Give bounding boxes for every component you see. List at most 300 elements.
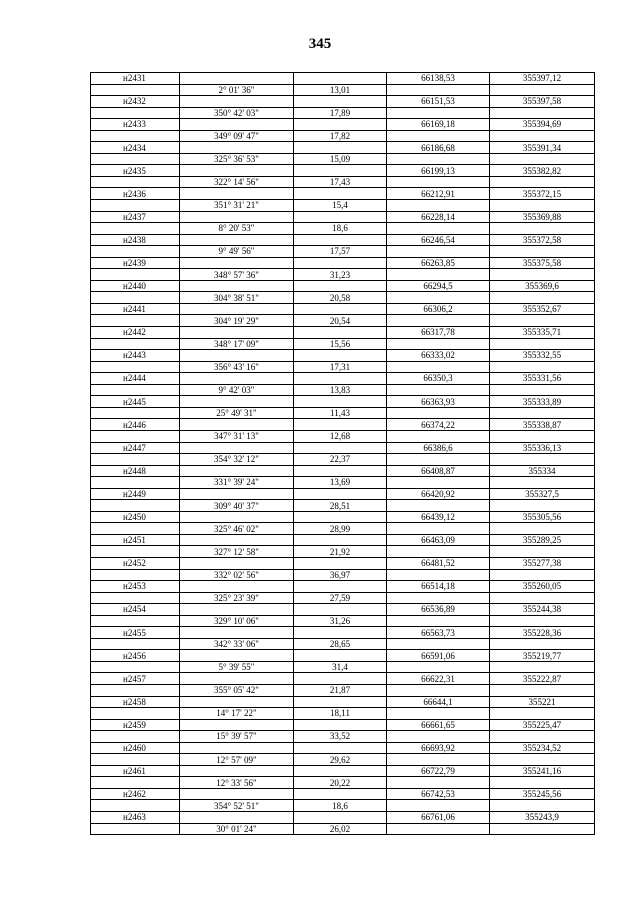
empty-cell <box>294 257 387 269</box>
y-coordinate: 355397,12 <box>490 73 595 85</box>
direction-angle: 325° 36' 53" <box>180 153 294 165</box>
segment-row <box>91 500 595 512</box>
segment-length: 17,89 <box>294 107 387 119</box>
empty-cell <box>490 731 595 743</box>
empty-cell <box>387 546 490 558</box>
x-coordinate: 66481,52 <box>387 557 490 569</box>
empty-cell <box>91 754 180 766</box>
point-row <box>91 119 595 131</box>
direction-angle: 356° 43' 16" <box>180 361 294 373</box>
segment-row <box>91 130 595 142</box>
empty-cell <box>294 303 387 315</box>
empty-cell <box>490 430 595 442</box>
empty-cell <box>91 477 180 489</box>
x-coordinate: 66246,54 <box>387 234 490 246</box>
point-name: н2437 <box>91 211 180 223</box>
empty-cell <box>490 454 595 466</box>
segment-row <box>91 592 595 604</box>
empty-cell <box>490 615 595 627</box>
segment-length: 22,37 <box>294 454 387 466</box>
segment-length: 31,23 <box>294 269 387 281</box>
segment-row <box>91 361 595 373</box>
y-coordinate: 355375,58 <box>490 257 595 269</box>
direction-angle: 5° 39' 55" <box>180 661 294 673</box>
point-name: н2451 <box>91 534 180 546</box>
empty-cell <box>91 523 180 535</box>
empty-cell <box>387 315 490 327</box>
empty-cell <box>294 673 387 685</box>
empty-cell <box>91 454 180 466</box>
point-row <box>91 419 595 431</box>
segment-length: 18,11 <box>294 708 387 720</box>
segment-row <box>91 454 595 466</box>
point-name: н2438 <box>91 234 180 246</box>
segment-length: 28,65 <box>294 638 387 650</box>
y-coordinate: 355334 <box>490 465 595 477</box>
empty-cell <box>387 754 490 766</box>
point-row <box>91 234 595 246</box>
point-row <box>91 303 595 315</box>
empty-cell <box>294 442 387 454</box>
direction-angle: 354° 52' 51" <box>180 800 294 812</box>
empty-cell <box>387 130 490 142</box>
point-row <box>91 581 595 593</box>
point-name: н2452 <box>91 557 180 569</box>
empty-cell <box>387 384 490 396</box>
empty-cell <box>180 696 294 708</box>
point-name: н2442 <box>91 327 180 339</box>
y-coordinate: 355244,38 <box>490 604 595 616</box>
point-name: н2445 <box>91 396 180 408</box>
y-coordinate: 355397,58 <box>490 96 595 108</box>
segment-length: 20,54 <box>294 315 387 327</box>
x-coordinate: 66514,18 <box>387 581 490 593</box>
empty-cell <box>294 119 387 131</box>
direction-angle: 15° 39' 57" <box>180 731 294 743</box>
empty-cell <box>490 708 595 720</box>
segment-row <box>91 407 595 419</box>
empty-cell <box>91 684 180 696</box>
empty-cell <box>180 327 294 339</box>
empty-cell <box>180 350 294 362</box>
empty-cell <box>180 788 294 800</box>
coordinates-table <box>90 72 595 835</box>
segment-row <box>91 708 595 720</box>
empty-cell <box>294 604 387 616</box>
segment-length: 21,92 <box>294 546 387 558</box>
segment-row <box>91 384 595 396</box>
segment-length: 36,97 <box>294 569 387 581</box>
empty-cell <box>387 800 490 812</box>
empty-cell <box>180 119 294 131</box>
segment-length: 21,87 <box>294 684 387 696</box>
empty-cell <box>490 223 595 235</box>
empty-cell <box>180 373 294 385</box>
empty-cell <box>294 557 387 569</box>
empty-cell <box>294 96 387 108</box>
x-coordinate: 66420,92 <box>387 488 490 500</box>
point-name: н2449 <box>91 488 180 500</box>
empty-cell <box>490 523 595 535</box>
x-coordinate: 66439,12 <box>387 511 490 523</box>
direction-angle: 9° 49' 56" <box>180 246 294 258</box>
direction-angle: 12° 33' 56" <box>180 777 294 789</box>
empty-cell <box>180 419 294 431</box>
direction-angle: 12° 57' 09" <box>180 754 294 766</box>
empty-cell <box>387 661 490 673</box>
segment-length: 26,02 <box>294 823 387 835</box>
empty-cell <box>91 223 180 235</box>
direction-angle: 331° 39' 24" <box>180 477 294 489</box>
empty-cell <box>91 84 180 96</box>
x-coordinate: 66169,18 <box>387 119 490 131</box>
point-row <box>91 812 595 824</box>
segment-row <box>91 107 595 119</box>
point-name: н2448 <box>91 465 180 477</box>
direction-angle: 347° 31' 13" <box>180 430 294 442</box>
segment-row <box>91 292 595 304</box>
segment-row <box>91 615 595 627</box>
empty-cell <box>91 800 180 812</box>
empty-cell <box>294 211 387 223</box>
point-name: н2453 <box>91 581 180 593</box>
point-name: н2443 <box>91 350 180 362</box>
empty-cell <box>180 534 294 546</box>
y-coordinate: 355289,25 <box>490 534 595 546</box>
direction-angle: 2° 01' 36" <box>180 84 294 96</box>
empty-cell <box>180 581 294 593</box>
point-row <box>91 327 595 339</box>
segment-row <box>91 638 595 650</box>
empty-cell <box>294 234 387 246</box>
x-coordinate: 66693,92 <box>387 742 490 754</box>
point-row <box>91 257 595 269</box>
y-coordinate: 355260,05 <box>490 581 595 593</box>
empty-cell <box>294 788 387 800</box>
empty-cell <box>91 823 180 835</box>
point-row <box>91 96 595 108</box>
empty-cell <box>294 488 387 500</box>
empty-cell <box>180 812 294 824</box>
point-row <box>91 396 595 408</box>
empty-cell <box>387 823 490 835</box>
empty-cell <box>490 292 595 304</box>
point-name: н2457 <box>91 673 180 685</box>
segment-row <box>91 800 595 812</box>
segment-length: 15,09 <box>294 153 387 165</box>
empty-cell <box>294 650 387 662</box>
segment-length: 18,6 <box>294 223 387 235</box>
segment-length: 11,43 <box>294 407 387 419</box>
point-row <box>91 465 595 477</box>
empty-cell <box>180 742 294 754</box>
empty-cell <box>180 557 294 569</box>
direction-angle: 351° 31' 21" <box>180 200 294 212</box>
empty-cell <box>294 581 387 593</box>
direction-angle: 14° 17' 22" <box>180 708 294 720</box>
segment-row <box>91 200 595 212</box>
point-name: н2439 <box>91 257 180 269</box>
empty-cell <box>387 338 490 350</box>
coordinates-table-body <box>91 73 595 835</box>
segment-row <box>91 823 595 835</box>
empty-cell <box>490 823 595 835</box>
empty-cell <box>91 500 180 512</box>
empty-cell <box>294 350 387 362</box>
empty-cell <box>387 708 490 720</box>
segment-length: 17,43 <box>294 176 387 188</box>
segment-length: 13,83 <box>294 384 387 396</box>
empty-cell <box>490 361 595 373</box>
direction-angle: 348° 57' 36" <box>180 269 294 281</box>
direction-angle: 325° 23' 39" <box>180 592 294 604</box>
segment-length: 15,4 <box>294 200 387 212</box>
segment-length: 27,59 <box>294 592 387 604</box>
y-coordinate: 355338,87 <box>490 419 595 431</box>
y-coordinate: 355243,9 <box>490 812 595 824</box>
empty-cell <box>490 200 595 212</box>
point-name: н2434 <box>91 142 180 154</box>
direction-angle: 322° 14' 56" <box>180 176 294 188</box>
empty-cell <box>490 638 595 650</box>
empty-cell <box>387 684 490 696</box>
empty-cell <box>387 731 490 743</box>
x-coordinate: 66199,13 <box>387 165 490 177</box>
segment-length: 18,6 <box>294 800 387 812</box>
empty-cell <box>490 661 595 673</box>
empty-cell <box>91 777 180 789</box>
empty-cell <box>91 546 180 558</box>
x-coordinate: 66317,78 <box>387 327 490 339</box>
empty-cell <box>490 407 595 419</box>
direction-angle: 325° 46' 02" <box>180 523 294 535</box>
empty-cell <box>490 500 595 512</box>
y-coordinate: 355277,38 <box>490 557 595 569</box>
point-name: н2458 <box>91 696 180 708</box>
segment-row <box>91 754 595 766</box>
point-name: н2461 <box>91 765 180 777</box>
segment-length: 12,68 <box>294 430 387 442</box>
x-coordinate: 66151,53 <box>387 96 490 108</box>
direction-angle: 355° 05' 42" <box>180 684 294 696</box>
direction-angle: 30° 01' 24" <box>180 823 294 835</box>
empty-cell <box>91 315 180 327</box>
y-coordinate: 355221 <box>490 696 595 708</box>
empty-cell <box>180 280 294 292</box>
point-row <box>91 719 595 731</box>
x-coordinate: 66228,14 <box>387 211 490 223</box>
empty-cell <box>387 246 490 258</box>
y-coordinate: 355225,47 <box>490 719 595 731</box>
point-row <box>91 350 595 362</box>
point-name: н2432 <box>91 96 180 108</box>
point-row <box>91 627 595 639</box>
y-coordinate: 355336,13 <box>490 442 595 454</box>
empty-cell <box>387 107 490 119</box>
y-coordinate: 355372,15 <box>490 188 595 200</box>
segment-length: 31,4 <box>294 661 387 673</box>
empty-cell <box>91 176 180 188</box>
empty-cell <box>387 523 490 535</box>
empty-cell <box>387 176 490 188</box>
direction-angle: 25° 49' 31" <box>180 407 294 419</box>
direction-angle: 329° 10' 06" <box>180 615 294 627</box>
x-coordinate: 66306,2 <box>387 303 490 315</box>
empty-cell <box>91 407 180 419</box>
point-name: н2436 <box>91 188 180 200</box>
empty-cell <box>180 488 294 500</box>
empty-cell <box>180 165 294 177</box>
empty-cell <box>91 292 180 304</box>
empty-cell <box>490 176 595 188</box>
point-name: н2455 <box>91 627 180 639</box>
point-row <box>91 280 595 292</box>
empty-cell <box>294 280 387 292</box>
empty-cell <box>180 604 294 616</box>
empty-cell <box>180 719 294 731</box>
empty-cell <box>294 742 387 754</box>
segment-length: 29,62 <box>294 754 387 766</box>
empty-cell <box>294 696 387 708</box>
segment-row <box>91 338 595 350</box>
point-row <box>91 696 595 708</box>
empty-cell <box>490 384 595 396</box>
direction-angle: 327° 12' 58" <box>180 546 294 558</box>
segment-row <box>91 477 595 489</box>
point-row <box>91 534 595 546</box>
x-coordinate: 66661,65 <box>387 719 490 731</box>
point-row <box>91 511 595 523</box>
empty-cell <box>490 246 595 258</box>
segment-row <box>91 246 595 258</box>
segment-row <box>91 430 595 442</box>
x-coordinate: 66622,31 <box>387 673 490 685</box>
empty-cell <box>294 627 387 639</box>
segment-length: 17,57 <box>294 246 387 258</box>
segment-length: 20,22 <box>294 777 387 789</box>
point-name: н2456 <box>91 650 180 662</box>
point-row <box>91 165 595 177</box>
empty-cell <box>91 430 180 442</box>
segment-length: 13,01 <box>294 84 387 96</box>
direction-angle: 304° 19' 29" <box>180 315 294 327</box>
segment-length: 33,52 <box>294 731 387 743</box>
y-coordinate: 355372,58 <box>490 234 595 246</box>
empty-cell <box>490 107 595 119</box>
point-row <box>91 442 595 454</box>
segment-row <box>91 777 595 789</box>
empty-cell <box>387 477 490 489</box>
x-coordinate: 66742,53 <box>387 788 490 800</box>
empty-cell <box>294 373 387 385</box>
x-coordinate: 66263,85 <box>387 257 490 269</box>
point-name: н2459 <box>91 719 180 731</box>
y-coordinate: 355331,56 <box>490 373 595 385</box>
x-coordinate: 66536,89 <box>387 604 490 616</box>
empty-cell <box>387 430 490 442</box>
empty-cell <box>387 223 490 235</box>
y-coordinate: 355327,5 <box>490 488 595 500</box>
y-coordinate: 355222,87 <box>490 673 595 685</box>
x-coordinate: 66350,3 <box>387 373 490 385</box>
x-coordinate: 66212,91 <box>387 188 490 200</box>
segment-length: 28,51 <box>294 500 387 512</box>
empty-cell <box>91 107 180 119</box>
empty-cell <box>387 269 490 281</box>
empty-cell <box>387 407 490 419</box>
y-coordinate: 355234,52 <box>490 742 595 754</box>
empty-cell <box>490 315 595 327</box>
empty-cell <box>91 153 180 165</box>
direction-angle: 9° 42' 03" <box>180 384 294 396</box>
empty-cell <box>91 338 180 350</box>
direction-angle: 354° 32' 12" <box>180 454 294 466</box>
empty-cell <box>91 569 180 581</box>
point-name: н2433 <box>91 119 180 131</box>
empty-cell <box>490 84 595 96</box>
point-row <box>91 488 595 500</box>
y-coordinate: 355369,88 <box>490 211 595 223</box>
x-coordinate: 66374,22 <box>387 419 490 431</box>
empty-cell <box>180 96 294 108</box>
direction-angle: 304° 38' 51" <box>180 292 294 304</box>
empty-cell <box>294 165 387 177</box>
y-coordinate: 355333,89 <box>490 396 595 408</box>
empty-cell <box>180 765 294 777</box>
segment-row <box>91 731 595 743</box>
empty-cell <box>180 73 294 85</box>
x-coordinate: 66563,73 <box>387 627 490 639</box>
empty-cell <box>387 361 490 373</box>
x-coordinate: 66333,02 <box>387 350 490 362</box>
point-name: н2463 <box>91 812 180 824</box>
empty-cell <box>180 188 294 200</box>
segment-row <box>91 569 595 581</box>
empty-cell <box>91 615 180 627</box>
empty-cell <box>180 303 294 315</box>
segment-row <box>91 269 595 281</box>
point-row <box>91 765 595 777</box>
segment-row <box>91 523 595 535</box>
x-coordinate: 66138,53 <box>387 73 490 85</box>
empty-cell <box>387 84 490 96</box>
x-coordinate: 66722,79 <box>387 765 490 777</box>
empty-cell <box>387 638 490 650</box>
empty-cell <box>180 142 294 154</box>
y-coordinate: 355241,16 <box>490 765 595 777</box>
empty-cell <box>490 477 595 489</box>
empty-cell <box>490 592 595 604</box>
point-row <box>91 188 595 200</box>
segment-length: 17,31 <box>294 361 387 373</box>
empty-cell <box>91 638 180 650</box>
segment-row <box>91 661 595 673</box>
empty-cell <box>387 200 490 212</box>
point-name: н2460 <box>91 742 180 754</box>
x-coordinate: 66463,09 <box>387 534 490 546</box>
x-coordinate: 66386,6 <box>387 442 490 454</box>
point-row <box>91 142 595 154</box>
direction-angle: 348° 17' 09" <box>180 338 294 350</box>
y-coordinate: 355391,34 <box>490 142 595 154</box>
empty-cell <box>180 673 294 685</box>
empty-cell <box>294 396 387 408</box>
empty-cell <box>490 684 595 696</box>
empty-cell <box>294 465 387 477</box>
y-coordinate: 355352,67 <box>490 303 595 315</box>
y-coordinate: 355332,55 <box>490 350 595 362</box>
point-row <box>91 742 595 754</box>
